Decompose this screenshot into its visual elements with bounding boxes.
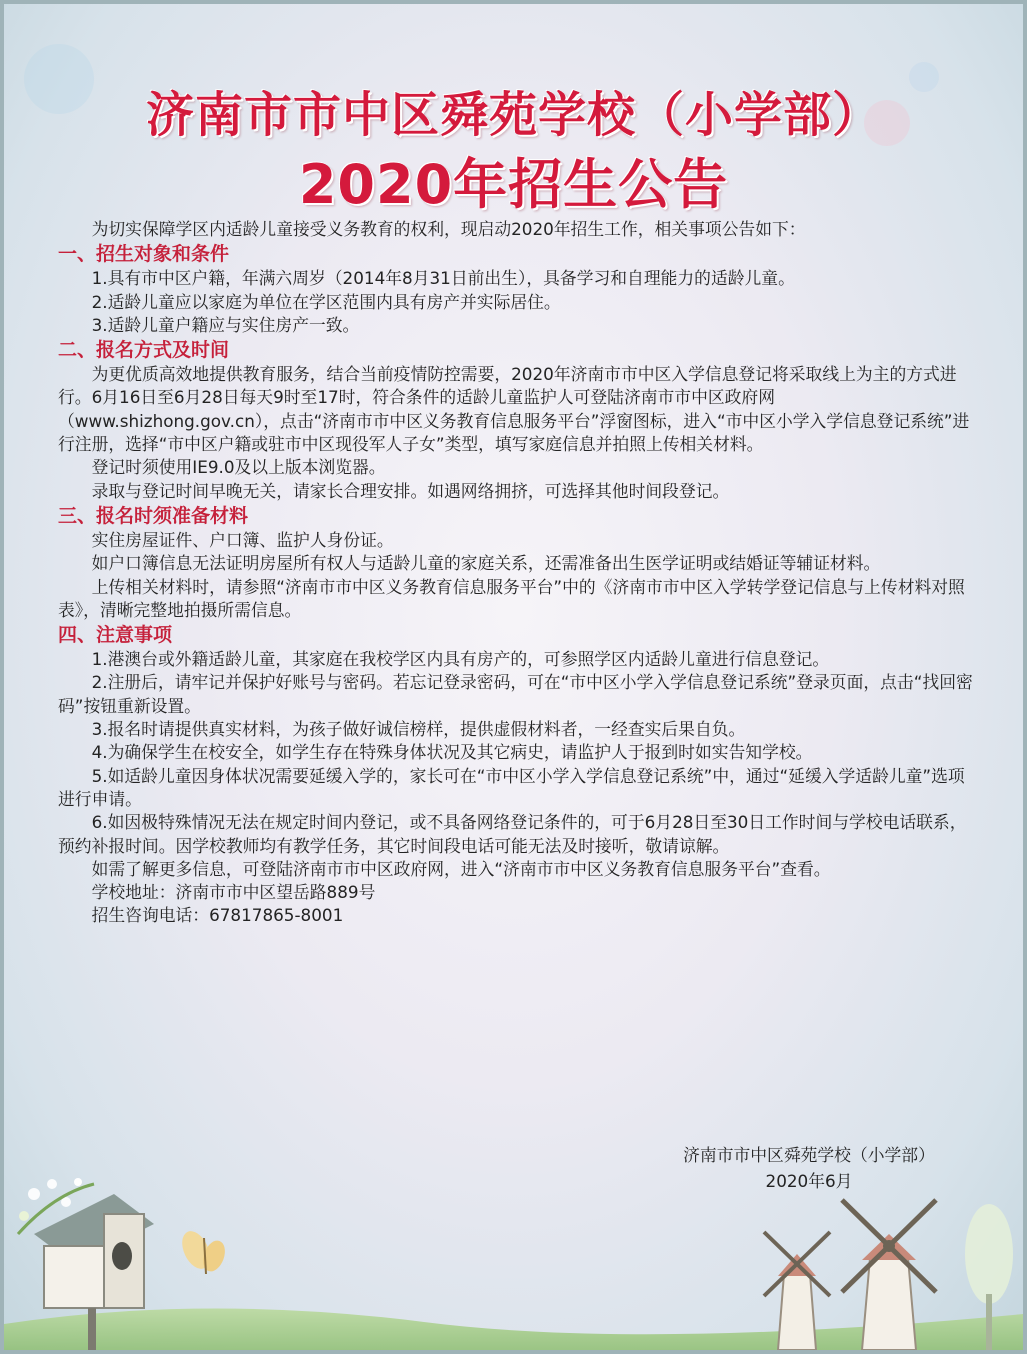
- section2-paragraph: 为更优质高效地提供教育服务，结合当前疫情防控需要，2020年济南市市中区入学信息登记将采取线上为主的方式进行。6月16日至6月28日每天9时至17时，符合条件的适龄儿童监护人可登陆济南市市中区政府网（www.shizhong.gov.cn），点击“济南市市中区义务教育信息服务平台”浮窗图标，进入“市中区小学入学信息登记系统”进行注册，选择“市中区户籍或驻市中区现役军人子女”类型，填写家庭信息并拍照上传相关材料。: [58, 364, 970, 455]
- section1-line: 2.适龄儿童应以家庭为单位在学区范围内具有房产并实际居住。: [91, 291, 561, 312]
- enrollment-phone: 招生咨询电话：67817865-8001: [91, 905, 344, 926]
- section4-paragraph: 1.港澳台或外籍适龄儿童，其家庭在我校学区内具有房产的，可参照学区内适龄儿童进行信息登记。: [91, 649, 830, 670]
- section4-paragraph: 2.注册后，请牢记并保护好账号与密码。若忘记登录密码，可在“市中区小学入学信息登记系统”登录页面，点击“找回密码”按钮重新设置。: [58, 672, 973, 716]
- section4-paragraph: 6.如因极特殊情况无法在规定时间内登记，或不具备网络登记条件的，可于6月28日至30日工作时间与学校电话联系，预约补报时间。因学校教师均有教学任务，其它时间段电话可能无法及时接听，敬请谅解。: [58, 812, 967, 856]
- section4-heading: 四、注意事项: [58, 624, 173, 647]
- butterfly-icon: [177, 1227, 229, 1275]
- section4-paragraph: 3.报名时请提供真实材料，为孩子做好诚信榜样，提供虚假材料者，一经查实后果自负。: [91, 719, 746, 740]
- section1-line: 3.适龄儿童户籍应与实住房产一致。: [91, 314, 360, 335]
- section4-paragraph: 5.如适龄儿童因身体状况需要延缓入学的，家长可在“市中区小学入学信息登记系统”中，通过“延缓入学适龄儿童”选项进行申请。: [58, 765, 965, 809]
- section1-heading: 一、招生对象和条件: [58, 243, 230, 266]
- intro-paragraph: 为切实保障学区内适龄儿童接受义务教育的权利，现启动2020年招生工作，相关事项公告如下：: [91, 219, 806, 239]
- title-line1: 济南市市中区舜苑学校（小学部）: [145, 87, 881, 143]
- signature-date: 2020年6月: [765, 1171, 853, 1191]
- bottom-decoration: [4, 1154, 1023, 1350]
- section3-paragraph: 上传相关材料时，请参照“济南市市中区义务教育信息服务平台”中的《济南市市中区入学转学登记信息与上传材料对照表》，清晰完整地拍摄所需信息。: [58, 576, 965, 620]
- section3-heading: 三、报名时须准备材料: [58, 504, 249, 527]
- school-address: 学校地址：济南市市中区望岳路889号: [91, 882, 376, 903]
- section1-line: 1.具有市中区户籍，年满六周岁（2014年8月31日前出生），具备学习和自理能力的适龄儿童。: [91, 268, 795, 289]
- more-info-paragraph: 如需了解更多信息，可登陆济南市市中区政府网，进入“济南市市中区义务教育信息服务平台”查看。: [91, 858, 831, 879]
- title-line2: 2020年招生公告: [298, 153, 729, 216]
- section4-paragraph: 4.为确保学生在校安全，如学生存在特殊身体状况及其它病史，请监护人于报到时如实告知学校。: [91, 742, 813, 763]
- section2-heading: 二、报名方式及时间: [58, 339, 230, 362]
- section2-paragraph: 登记时须使用IE9.0及以上版本浏览器。: [91, 457, 386, 478]
- section2-paragraph: 录取与登记时间早晚无关，请家长合理安排。如遇网络拥挤，可选择其他时间段登记。: [91, 480, 730, 501]
- notice-body: [58, 218, 973, 928]
- section3-paragraph: 如户口簿信息无法证明房屋所有权人与适龄儿童的家庭关系，还需准备出生医学证明或结婚证等辅证材料。: [91, 553, 881, 574]
- poster: [4, 4, 1023, 1350]
- section3-paragraph: 实住房屋证件、户口簿、监护人身份证。: [91, 529, 394, 550]
- signature-org: 济南市市中区舜苑学校（小学部）: [683, 1145, 935, 1165]
